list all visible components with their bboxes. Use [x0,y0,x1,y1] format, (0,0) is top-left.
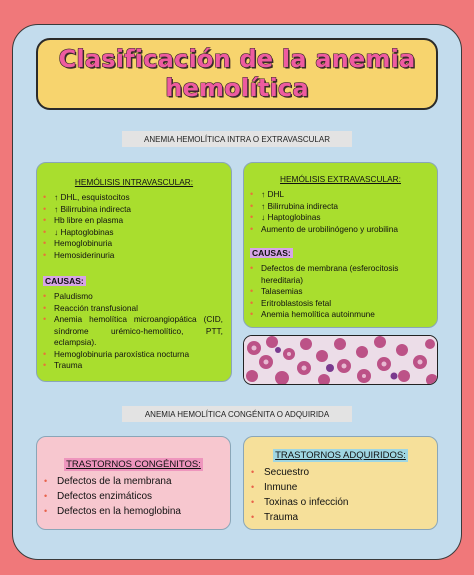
list-item: • ↑ DHL [249,189,437,201]
list-item: • ↑ Bilirrubina indirecta [249,201,437,213]
adquiridos-heading: TRASTORNOS ADQUIRIDOS: [275,450,406,461]
list-item: • Defectos de la membrana [43,474,230,489]
intravascular-heading: HEMÓLISIS INTRAVASCULAR: [74,177,194,187]
list-item: • Hb libre en plasma [42,215,231,227]
extravascular-causas-list [244,263,437,321]
list-item: • Anemia hemolítica microangiopática (CID, síndrome urémico-hemolítico, PTT, eclampsia). [42,314,223,349]
extravascular-signs-list [244,189,437,235]
list-item: • ↑ DHL, esquistocitos [42,192,231,204]
list-item: • Defectos de membrana (esferocitosis hereditaria) [249,263,431,286]
blood-smear-image [243,335,438,385]
list-item: • Paludismo [42,291,223,303]
list-item: • Trauma [250,510,437,525]
extravascular-causas-label: CAUSAS: [252,248,291,258]
list-item: • Defectos enzimáticos [43,489,230,504]
list-item: • Eritroblastosis fetal [249,298,431,310]
section-label-congenita-adquirida: ANEMIA HEMOLÍTICA CONGÉNITA O ADQUIRIDA [122,406,352,422]
list-item: • Anemia hemolítica autoinmune [249,309,431,321]
list-item: • ↓ Haptoglobinas [249,212,437,224]
list-item: • Reacción transfusional [42,303,223,315]
list-item: • Hemosiderinuria [42,250,231,262]
panel-adquiridos [243,436,438,530]
list-item: • Defectos en la hemoglobina [43,504,230,519]
list-item: • Talasemias [249,286,431,298]
list-item: • ↑ Bilirrubina indirecta [42,204,231,216]
list-item: • Aumento de urobilinógeno y urobilina [249,224,437,236]
adquiridos-list [244,465,437,525]
list-item: • ↓ Haptoglobinas [42,227,231,239]
congenitos-list [37,474,230,519]
list-item: • Inmune [250,480,437,495]
panel-intravascular [36,162,232,382]
intravascular-causas-list [37,291,231,372]
title-box [36,38,438,110]
panel-extravascular [243,162,438,328]
panel-congenitos [36,436,231,530]
intravascular-signs-list [37,192,231,261]
congenitos-heading: TRASTORNOS CONGÉNITOS: [66,459,201,470]
list-item: • Trauma [42,360,223,372]
list-item: • Toxinas o infección [250,495,437,510]
list-item: • Secuestro [250,465,437,480]
page-title: Clasificación de la anemia hemolítica [58,45,416,102]
red-blood-cells-illustration [244,336,438,385]
intravascular-causas-label: CAUSAS: [45,276,84,286]
extravascular-heading: HEMÓLISIS EXTRAVASCULAR: [280,174,401,184]
list-item: • Hemoglobinuria paroxística nocturna [42,349,223,361]
section-label-intra-extra: ANEMIA HEMOLÍTICA INTRA O EXTRAVASCULAR [122,131,352,147]
list-item: • Hemoglobinuria [42,238,231,250]
